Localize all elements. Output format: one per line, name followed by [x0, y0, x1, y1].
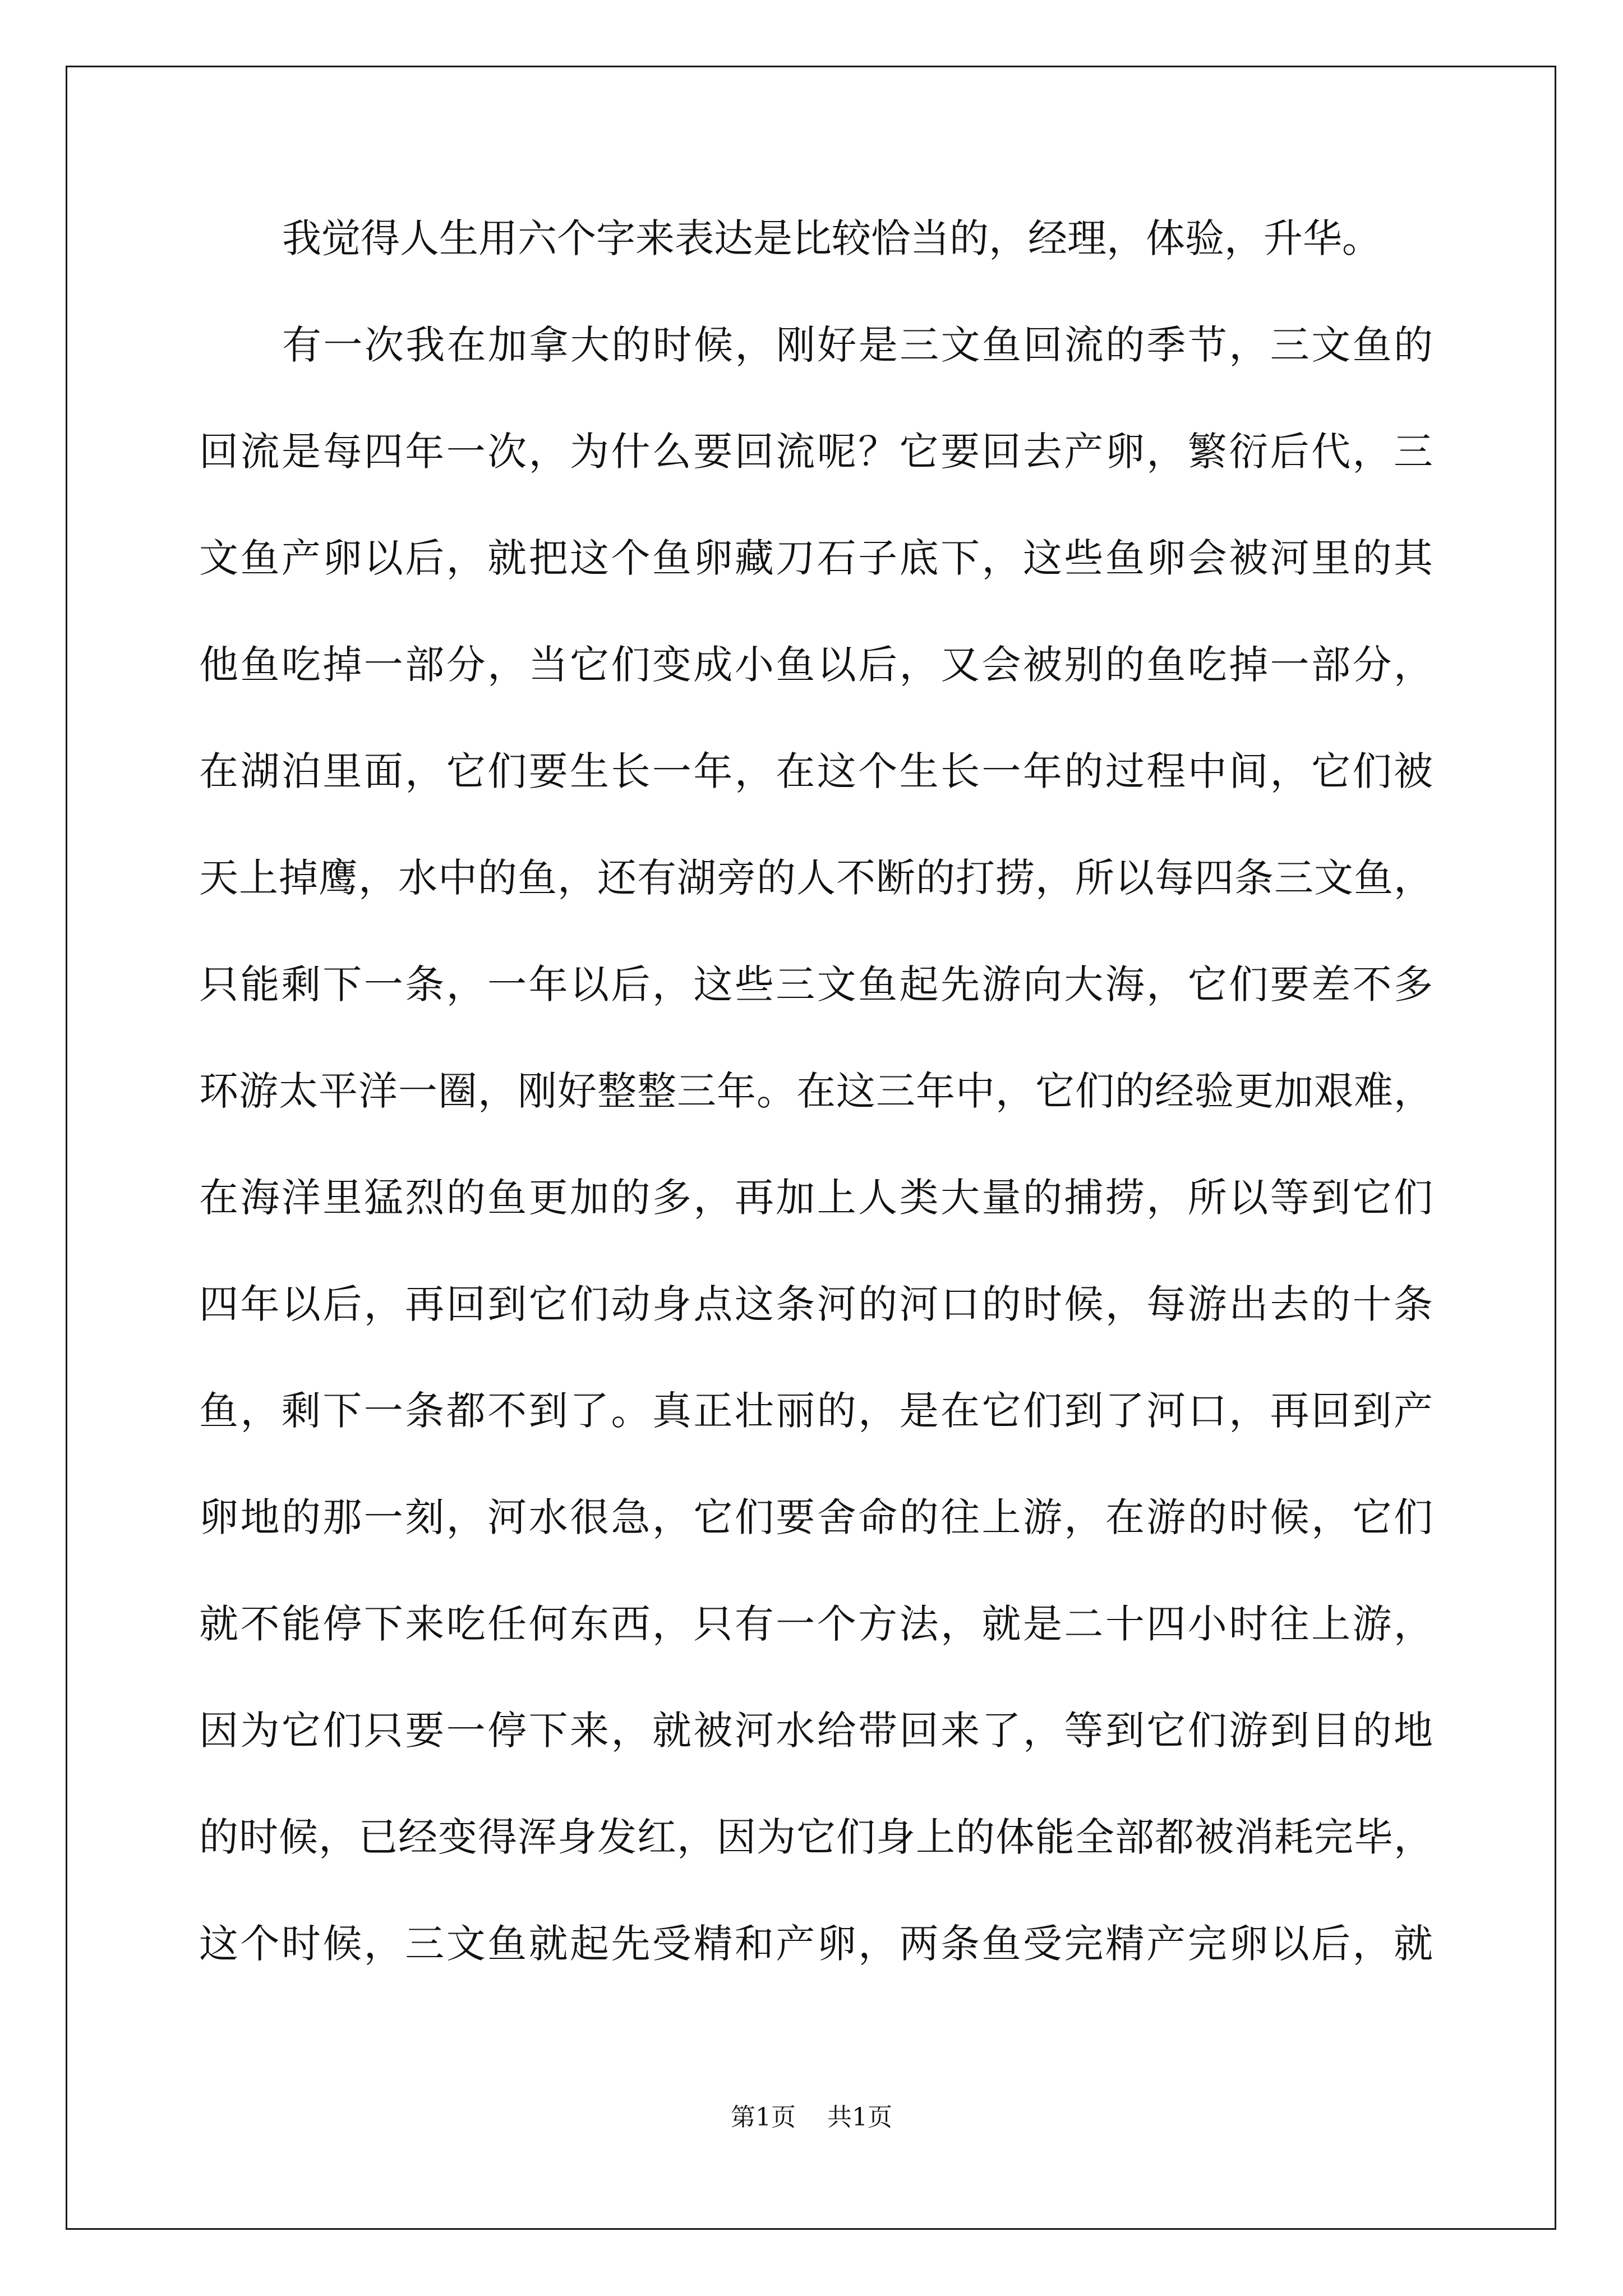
page-total: 共1页: [827, 2103, 892, 2132]
paragraph-line: 有一次我在加拿大的时候，刚好是三文鱼回流的季节，三文鱼的: [282, 322, 1433, 368]
paragraph-line: 在海洋里猛烈的鱼更加的多，再加上人类大量的捕捞，所以等到它们: [199, 1175, 1433, 1221]
paragraph-line: 他鱼吃掉一部分，当它们变成小鱼以后，又会被别的鱼吃掉一部分，: [199, 642, 1433, 688]
paragraph-line: 卵地的那一刻，河水很急，它们要舍命的往上游，在游的时候，它们: [199, 1494, 1433, 1540]
paragraph-line: 因为它们只要一停下来，就被河水给带回来了，等到它们游到目的地: [199, 1708, 1433, 1754]
paragraph-line: 就不能停下来吃任何东西，只有一个方法，就是二十四小时往上游，: [199, 1601, 1433, 1647]
paragraph-line: 在湖泊里面，它们要生长一年，在这个生长一年的过程中间，它们被: [199, 748, 1433, 794]
page-footer: [0, 2101, 1623, 2134]
document-body: [199, 210, 1433, 2022]
paragraph-line: 鱼，剩下一条都不到了。真正壮丽的，是在它们到了河口，再回到产: [199, 1388, 1433, 1434]
paragraph-line: 只能剩下一条，一年以后，这些三文鱼起先游向大海，它们要差不多: [199, 961, 1433, 1007]
paragraph-line: 的时候，已经变得浑身发红，因为它们身上的体能全部都被消耗完毕，: [199, 1814, 1433, 1860]
paragraph-line: 天上掉鹰，水中的鱼，还有湖旁的人不断的打捞，所以每四条三文鱼，: [199, 855, 1433, 901]
paragraph-line: 环游太平洋一圈，刚好整整三年。在这三年中，它们的经验更加艰难，: [199, 1068, 1433, 1114]
paragraph-line: 这个时候，三文鱼就起先受精和产卵，两条鱼受完精产完卵以后，就: [199, 1921, 1433, 1967]
paragraph-line: 文鱼产卵以后，就把这个鱼卵藏刀石子底下，这些鱼卵会被河里的其: [199, 535, 1433, 581]
paragraph-line: 回流是每四年一次，为什么要回流呢？它要回去产卵，繁衍后代，三: [199, 429, 1433, 475]
page-number: 第1页: [731, 2103, 796, 2132]
paragraph-line: 四年以后，再回到它们动身点这条河的河口的时候，每游出去的十条: [199, 1281, 1433, 1327]
paragraph-line: 我觉得人生用六个字来表达是比较恰当的，经理，体验，升华。: [282, 215, 1381, 261]
